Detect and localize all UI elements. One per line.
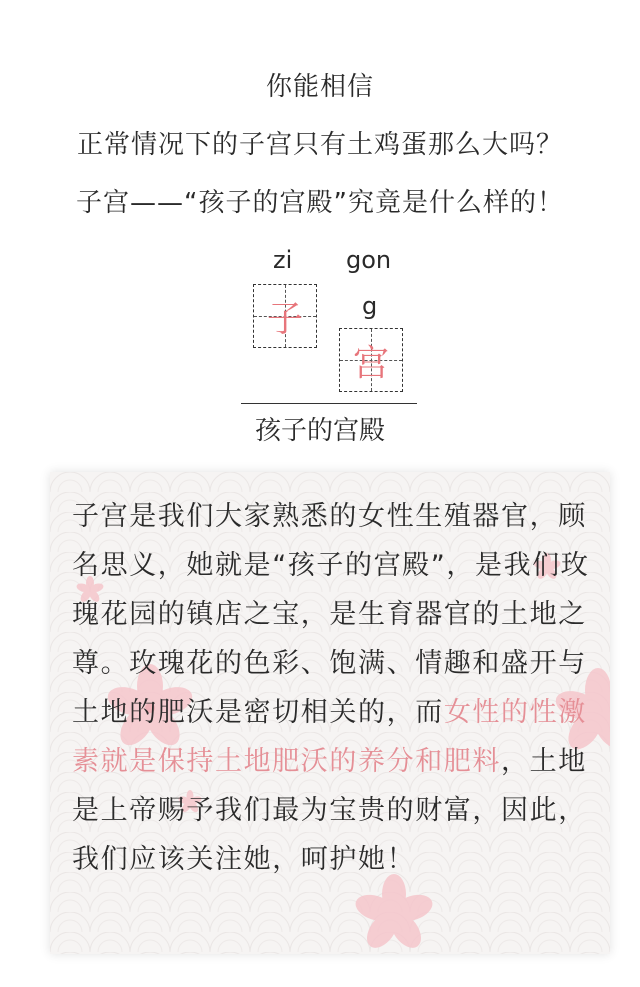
card-paragraph bbox=[72, 492, 597, 884]
pinyin-g: g bbox=[362, 292, 378, 320]
char-gong: 宫 bbox=[352, 342, 389, 384]
card-text-highlight: 女性的性激素就是保持土地肥沃的养分和肥料 bbox=[72, 697, 587, 777]
char-box-gong bbox=[339, 328, 403, 392]
char-box-zi bbox=[253, 284, 317, 348]
card-text-after: ，土地是上帝赐予我们最为宝贵的财富，因此，我们应该关注她，呵护她！ bbox=[72, 746, 587, 875]
pinyin-zi: zi bbox=[273, 246, 293, 274]
card-text-before: 子宫是我们大家熟悉的女性生殖器官，顾名思义，她就是“孩子的宫殿”，是我们玫瑰花园的镇店之宝，是生育器官的土地之尊。玫瑰花的色彩、饱满、情趣和盛开与土地的肥沃是密切相关的，而 bbox=[72, 501, 590, 728]
divider-line bbox=[241, 403, 417, 404]
info-card bbox=[50, 472, 610, 954]
intro-line-2: 正常情况下的子宫只有土鸡蛋那么大吗？ bbox=[76, 130, 563, 160]
pinyin-gon: gon bbox=[346, 246, 392, 274]
char-zi: 子 bbox=[266, 298, 303, 340]
intro-line-3: 子宫——“孩子的宫殿”究竟是什么样的！ bbox=[76, 188, 564, 218]
meaning-text: 孩子的宫殿 bbox=[254, 416, 385, 446]
intro-line-1: 你能相信 bbox=[265, 72, 374, 102]
